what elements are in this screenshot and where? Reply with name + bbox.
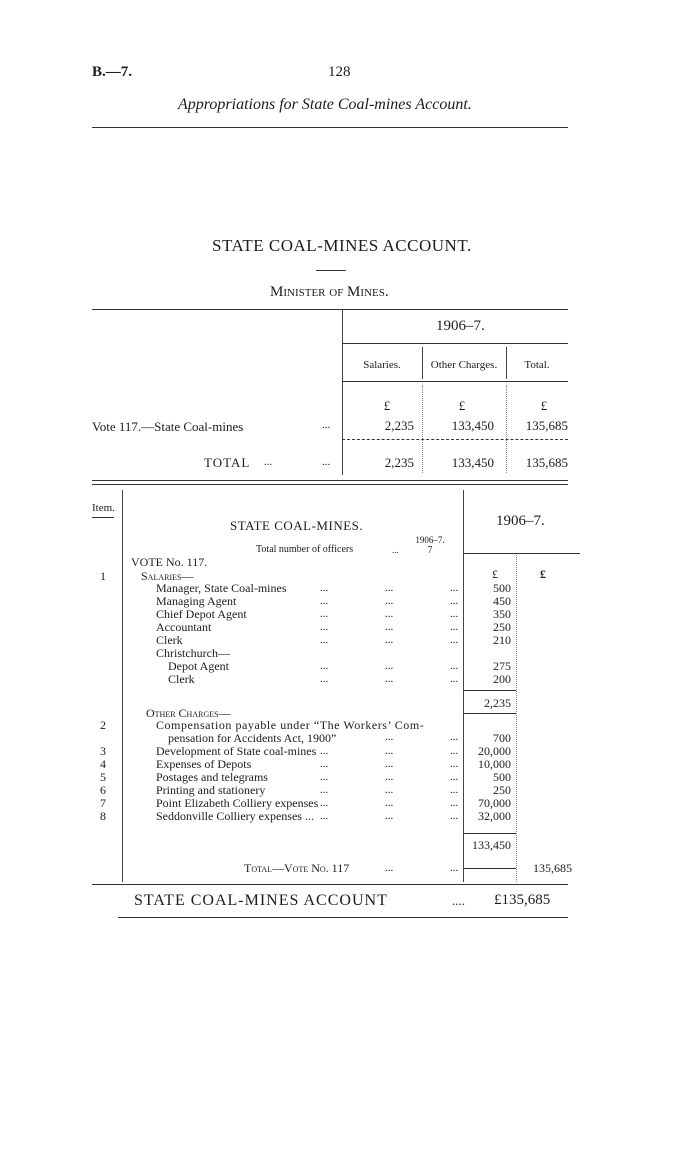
salary-row-dots: ... bbox=[320, 621, 329, 633]
vote-number: VOTE No. 117. bbox=[131, 555, 208, 569]
christchurch-row-label: Clerk bbox=[168, 672, 195, 686]
col-sep-1a bbox=[422, 347, 423, 379]
salary-row-dots: ... bbox=[385, 608, 394, 620]
other-charge-row-value: 20,000 bbox=[478, 744, 511, 758]
other-charge-row-dots: ... bbox=[450, 797, 459, 809]
other-charge-row-dots: ... bbox=[385, 810, 394, 822]
col-header-rule bbox=[342, 381, 568, 382]
salaries-subtotal-rule-2 bbox=[463, 713, 516, 714]
other-charge-row-dots: ... bbox=[320, 758, 329, 770]
other-charge-row-dots: ... bbox=[450, 810, 459, 822]
minister-heading: Minister of Mines. bbox=[270, 284, 389, 300]
footer-label: STATE COAL-MINES ACCOUNT bbox=[134, 892, 388, 909]
other-charge-row-value: 500 bbox=[493, 770, 511, 784]
summary-total-total: 135,685 bbox=[525, 455, 568, 470]
running-title: Appropriations for State Coal-mines Account. bbox=[178, 96, 472, 113]
other-charge-row-label: Printing and stationery bbox=[156, 783, 266, 797]
salary-row-dots: ... bbox=[450, 621, 459, 633]
christchurch-row-dots: ... bbox=[450, 673, 459, 685]
vote-total: 135,685 bbox=[525, 418, 568, 433]
detail-year: 1906–7. bbox=[496, 513, 545, 529]
summary-bottom-rule-2 bbox=[92, 484, 568, 485]
other-charge-row-item-number: 8 bbox=[100, 809, 106, 823]
christchurch-heading: Christchurch— bbox=[156, 646, 230, 660]
other-charge-row-dots: ... bbox=[385, 797, 394, 809]
col-other-header: Other Charges. bbox=[430, 359, 498, 371]
salary-row-value: 450 bbox=[493, 594, 511, 608]
salary-row-dots: ... bbox=[450, 595, 459, 607]
footer-value: £135,685 bbox=[494, 892, 551, 908]
other-charge-row-item-number: 4 bbox=[100, 757, 106, 771]
salaries-heading: Salaries— bbox=[141, 569, 194, 583]
christchurch-row-value: 200 bbox=[493, 672, 511, 686]
other-charge-row-label: Expenses of Depots bbox=[156, 757, 252, 771]
salary-row-label: Clerk bbox=[156, 633, 183, 647]
summary-currency-1: £ bbox=[383, 398, 391, 413]
summary-year: 1906–7. bbox=[436, 318, 485, 334]
page-title: STATE COAL-MINES ACCOUNT. bbox=[212, 236, 472, 255]
christchurch-row-dots: ... bbox=[450, 660, 459, 672]
other-charge-row-dots: ... bbox=[385, 758, 394, 770]
detail-bottom-rule bbox=[92, 884, 568, 885]
salary-row-dots: ... bbox=[385, 595, 394, 607]
other-charges-subtotal: 133,450 bbox=[472, 838, 511, 852]
other-charge-row-value: 32,000 bbox=[478, 809, 511, 823]
detail-total-dots: ... bbox=[385, 862, 394, 874]
other-charge-row-dots: ... bbox=[385, 745, 394, 757]
salary-row-value: 250 bbox=[493, 620, 511, 634]
other-charge-row-dots: ... bbox=[320, 784, 329, 796]
amount-column-border bbox=[516, 555, 517, 882]
footer-dots: .... bbox=[452, 893, 465, 908]
other-subtotal-rule-2 bbox=[463, 868, 516, 869]
christchurch-row-label: Depot Agent bbox=[168, 659, 229, 673]
other-charge-row-dots: ... bbox=[450, 745, 459, 757]
christchurch-row-value: 275 bbox=[493, 659, 511, 673]
summary-bottom-rule bbox=[92, 480, 568, 481]
item-column-border bbox=[122, 490, 123, 882]
other-charge-row-item-number: 3 bbox=[100, 744, 106, 758]
salary-row-label: Chief Depot Agent bbox=[156, 607, 247, 621]
salary-row-value: 500 bbox=[493, 581, 511, 595]
year-rule bbox=[342, 343, 568, 344]
detail-total-label: Total—Vote No. 117 bbox=[244, 861, 350, 875]
item-column-header: Item. bbox=[92, 502, 115, 514]
col-sep-2a bbox=[506, 347, 507, 379]
christchurch-row-dots: ... bbox=[320, 660, 329, 672]
col-total-header: Total. bbox=[524, 359, 550, 371]
vote-rule bbox=[342, 439, 568, 440]
other-charge-row-value: 10,000 bbox=[478, 757, 511, 771]
christchurch-row-dots: ... bbox=[385, 660, 394, 672]
other-charge-row-value: 250 bbox=[493, 783, 511, 797]
detail-total-value: 135,685 bbox=[533, 861, 572, 875]
salary-row-dots: ... bbox=[320, 634, 329, 646]
vote-salaries: 2,235 bbox=[384, 418, 414, 433]
salary-row-dots: ... bbox=[385, 582, 394, 594]
other-charge-row-dots: ... bbox=[320, 771, 329, 783]
other-charges-heading: Other Charges— bbox=[146, 706, 231, 720]
header-rule bbox=[92, 127, 568, 128]
other-charge-row-item-number: 5 bbox=[100, 770, 106, 784]
item-number-1: 1 bbox=[100, 569, 106, 583]
other-charge-row-dots: ... bbox=[320, 745, 329, 757]
other-charge-row-dots: ... bbox=[320, 797, 329, 809]
item-header-rule bbox=[92, 517, 114, 518]
detail-total-dots-2: ... bbox=[450, 862, 459, 874]
summary-left-border bbox=[342, 310, 343, 475]
other-subtotal-rule bbox=[463, 833, 516, 834]
other-charge-row-dots: ... bbox=[385, 771, 394, 783]
salary-row-label: Accountant bbox=[156, 620, 212, 634]
vote-other: 133,450 bbox=[451, 418, 494, 433]
other-charge-row-value: 70,000 bbox=[478, 796, 511, 810]
salary-row-dots: ... bbox=[320, 582, 329, 594]
other-charge-row-item-number: 6 bbox=[100, 783, 106, 797]
detail-currency-2: £ bbox=[540, 567, 546, 581]
compensation-dots: ... bbox=[385, 731, 394, 743]
other-charge-row-dots: ... bbox=[320, 810, 329, 822]
officers-dots: ... bbox=[392, 545, 399, 555]
officers-count: 7 bbox=[427, 545, 433, 556]
christchurch-row-dots: ... bbox=[385, 673, 394, 685]
other-charge-row-dots: ... bbox=[450, 758, 459, 770]
salary-row-dots: ... bbox=[450, 634, 459, 646]
salary-row-dots: ... bbox=[320, 608, 329, 620]
summary-currency-2: £ bbox=[458, 398, 466, 413]
other-charge-row-label: Point Elizabeth Colliery expenses bbox=[156, 796, 319, 810]
col-salaries-header: Salaries. bbox=[363, 359, 401, 371]
other-charge-row-dots: ... bbox=[385, 784, 394, 796]
summary-top-rule bbox=[92, 309, 568, 310]
summary-total-salaries: 2,235 bbox=[384, 455, 414, 470]
other-charge-row-dots: ... bbox=[450, 771, 459, 783]
other-charge-row-label: Development of State coal-mines bbox=[156, 744, 317, 758]
salary-row-dots: ... bbox=[320, 595, 329, 607]
salary-row-value: 210 bbox=[493, 633, 511, 647]
salary-row-dots: ... bbox=[450, 608, 459, 620]
salary-row-value: 350 bbox=[493, 607, 511, 621]
other-charge-row-label: Postages and telegrams bbox=[156, 770, 268, 784]
section-title: STATE COAL-MINES. bbox=[230, 518, 364, 533]
other-charge-row-dots: ... bbox=[450, 784, 459, 796]
salaries-subtotal-rule bbox=[463, 690, 516, 691]
salaries-subtotal: 2,235 bbox=[484, 696, 511, 710]
item-number-2: 2 bbox=[100, 718, 106, 732]
footer-rule bbox=[118, 917, 568, 918]
vote-dots: ... bbox=[322, 419, 331, 431]
salary-row-dots: ... bbox=[385, 621, 394, 633]
summary-total-dots2: ... bbox=[322, 456, 331, 468]
compensation-line-2: pensation for Accidents Act, 1900” bbox=[168, 731, 337, 745]
summary-total-label: TOTAL bbox=[204, 455, 251, 470]
summary-currency-3: £ bbox=[540, 398, 548, 413]
vote-label: Vote 117.—State Coal-mines bbox=[92, 419, 244, 434]
summary-total-dots1: ... bbox=[264, 456, 273, 468]
salary-row-label: Manager, State Coal-mines bbox=[156, 581, 287, 595]
compensation-line-1: Compensation payable under “The Workers’ Com- bbox=[156, 718, 425, 732]
detail-currency-1: £ bbox=[492, 567, 498, 581]
christchurch-row-dots: ... bbox=[320, 673, 329, 685]
salary-row-dots: ... bbox=[450, 582, 459, 594]
other-charge-row-item-number: 7 bbox=[100, 796, 106, 810]
salary-row-label: Managing Agent bbox=[156, 594, 237, 608]
summary-total-other: 133,450 bbox=[451, 455, 494, 470]
other-charge-row-label: Seddonville Colliery expenses ... bbox=[156, 809, 314, 823]
page-number: 128 bbox=[328, 64, 351, 80]
compensation-value: 700 bbox=[493, 731, 511, 745]
detail-year-rule bbox=[463, 553, 580, 554]
officers-label: Total number of officers bbox=[256, 544, 354, 555]
page-ref: B.—7. bbox=[92, 64, 133, 80]
title-rule bbox=[316, 270, 346, 271]
salary-row-dots: ... bbox=[385, 634, 394, 646]
officers-year: 1906–7. bbox=[415, 535, 445, 545]
compensation-dots-2: ... bbox=[450, 731, 459, 743]
